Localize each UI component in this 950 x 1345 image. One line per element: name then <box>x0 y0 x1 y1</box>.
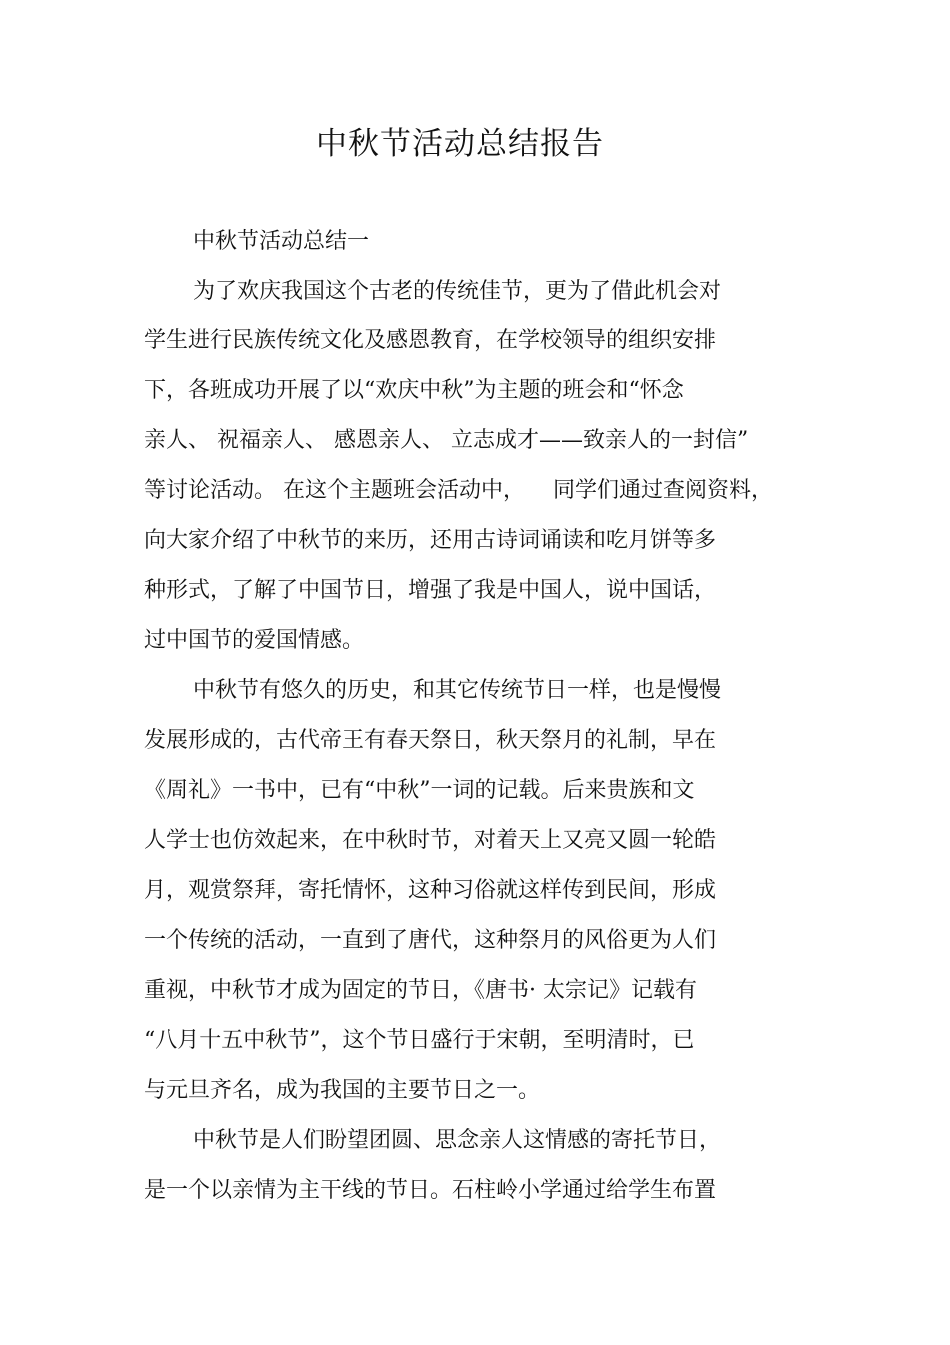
paragraph-line: 种形式，了解了中国节日，增强了我是中国人，说中国话， <box>144 578 717 603</box>
paragraph-line: 是一个以亲情为主干线的节日。石柱岭小学通过给学生布置 <box>144 1178 717 1203</box>
paragraph-line: 月，观赏祭拜，寄托情怀，这种习俗就这样传到民间，形成 <box>144 878 717 903</box>
paragraph-line: 重视，中秋节才成为固定的节日，《唐书· 太宗记》记载有 <box>144 978 697 1003</box>
paragraph-line: 《周礼》一书中，已有“中秋”一词的记载。后来贵族和文 <box>144 778 695 803</box>
paragraph-line: 亲人、 祝福亲人、 感恩亲人、 立志成才——致亲人的一封信” <box>144 428 749 453</box>
paragraph-line: 向大家介绍了中秋节的来历，还用古诗词诵读和吃月饼等多 <box>144 528 717 553</box>
paragraph-line: 过中国节的爱国情感。 <box>144 628 365 653</box>
paragraph-line: 等讨论活动。 在这个主题班会活动中， 同学们通过查阅资料， <box>144 478 773 503</box>
paragraph-line: 中秋节有悠久的历史，和其它传统节日一样，也是慢慢 <box>193 678 722 703</box>
paragraph-line: 与元旦齐名，成为我国的主要节日之一。 <box>144 1078 541 1103</box>
paragraph-line: 一个传统的活动，一直到了唐代，这种祭月的风俗更为人们 <box>144 928 717 953</box>
paragraph-line: 学生进行民族传统文化及感恩教育，在学校领导的组织安排 <box>144 328 717 353</box>
paragraph-line: 人学士也仿效起来，在中秋时节，对着天上又亮又圆一轮皓 <box>144 828 717 853</box>
paragraph-line: 下，各班成功开展了以“欢庆中秋”为主题的班会和“怀念 <box>144 378 684 403</box>
paragraph-line: 发展形成的，古代帝王有春天祭日，秋天祭月的礼制，早在 <box>144 728 717 753</box>
paragraph-line: 中秋节是人们盼望团圆、思念亲人这情感的寄托节日， <box>193 1128 722 1153</box>
paragraph-line: “八月十五中秋节”，这个节日盛行于宋朝，至明清时，已 <box>144 1028 695 1053</box>
paragraph-line: 为了欢庆我国这个古老的传统佳节，更为了借此机会对 <box>193 279 722 304</box>
document-title: 中秋节活动总结报告 <box>316 126 604 162</box>
section-heading: 中秋节活动总结一 <box>193 229 370 254</box>
